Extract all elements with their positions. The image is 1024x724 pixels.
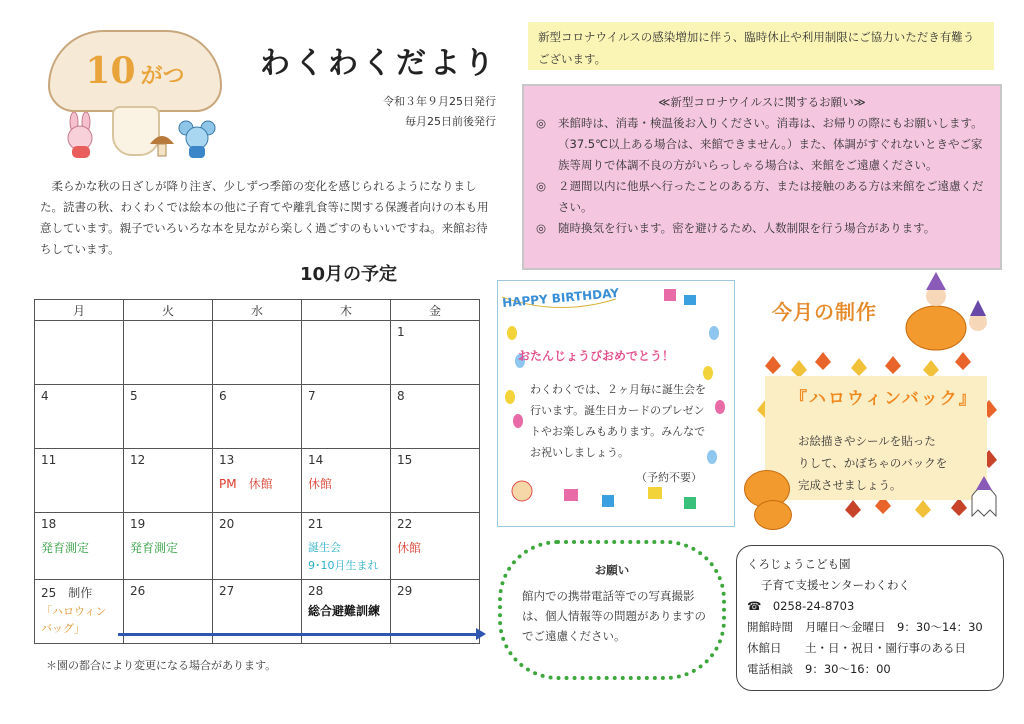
calendar-cell: [124, 449, 213, 513]
craft-text-line: りして、かぼちゃのバックを: [798, 456, 948, 470]
weekday-header: 水: [213, 300, 302, 321]
calendar-cell: [124, 513, 213, 580]
center-name: 子育て支援センターわくわく: [761, 578, 911, 592]
day-number: 19: [130, 517, 146, 531]
weekday-header: 木: [302, 300, 391, 321]
event-closed-pm: PM 休館: [219, 477, 273, 491]
day-number: 28: [308, 584, 324, 598]
weekday-header: 火: [124, 300, 213, 321]
event-craft-name-cont: バッグ」: [41, 622, 85, 635]
day-number: 20: [219, 517, 235, 531]
issue-info: [383, 92, 496, 132]
intro-paragraph: 柔らかな秋の日ざしが降り注ぎ、少しずつ季節の変化を感じられるようになりました。読書の秋、わくわくでは絵本の他に子育てや離乳食等に関する保護者向けの本も用意しています。親子でいろいろな本を見ながら楽しく過ごすのもいいですね。来館お待ちしています。: [40, 179, 489, 256]
craft-text-line: お絵描きやシールを貼った: [798, 434, 936, 448]
info-label: 開館時間: [747, 620, 793, 634]
small-mushroom-illustration: [148, 132, 176, 158]
info-value: 9：30～16：00: [805, 662, 891, 676]
covid-item-text: 来館時は、消毒・検温後お入りください。消毒は、お帰りの際にもお願いします。（37.5℃以上ある場合は、来館できません。）また、体調がすぐれないときやご家族等周りで体調不良の方がいらっしゃる場合は、来館をご遠慮ください。: [558, 116, 983, 172]
calendar-cell: [35, 513, 124, 580]
day-number: 29: [397, 584, 413, 598]
jack-o-lantern-illustration: [754, 500, 792, 530]
info-label: 電話相談: [747, 662, 793, 676]
calendar-cell: [302, 385, 391, 449]
covid-heading: ≪新型コロナウイルスに関するお願い≫: [658, 95, 866, 109]
month-logo: [48, 30, 222, 112]
contact-box: [736, 545, 1004, 691]
day-number: 5: [130, 389, 138, 403]
covid-item-text: ２週間以内に他県へ行ったことのある方、または接触のある方は来館をご遠慮ください。: [558, 179, 984, 214]
event-closed: 休館: [308, 477, 333, 491]
request-cloud: [498, 540, 726, 680]
day-number: 26: [130, 584, 146, 598]
phone-icon: ☎: [747, 599, 762, 613]
craft-period-arrow: [118, 633, 478, 636]
info-row: [747, 617, 993, 638]
calendar-cell: [213, 449, 302, 513]
witch-pumpkin-illustration: [900, 272, 1000, 352]
covid-item: [536, 176, 988, 218]
info-value: 土・日・祝日・園行事のある日: [805, 641, 966, 655]
calendar-cell: [213, 385, 302, 449]
day-number: 7: [308, 389, 316, 403]
birthday-heading: おたんじょうびおめでとう！: [518, 349, 675, 363]
calendar-cell: [213, 321, 302, 385]
day-number: 22: [397, 517, 413, 531]
craft-title: 今月の制作: [772, 300, 877, 324]
calendar-cell: [302, 449, 391, 513]
day-number: 11: [41, 453, 57, 467]
craft-name: 『ハロウィンバック』: [790, 389, 978, 409]
birthday-banner: HAPPY BIRTHDAY: [501, 285, 620, 311]
october-calendar: [34, 299, 480, 644]
calendar-cell: [302, 321, 391, 385]
event-growth-check: 発育測定: [130, 541, 179, 555]
info-label: 休館日: [747, 641, 782, 655]
day-number: 6: [219, 389, 227, 403]
calendar-cell: [35, 321, 124, 385]
request-heading: お願い: [594, 563, 630, 577]
day-number: 15: [397, 453, 413, 467]
day-number: 13: [219, 453, 235, 467]
request-text: 館内での携帯電話等での写真撮影は、個人情報等の問題がありますのでご遠慮ください。: [522, 589, 706, 643]
event-growth-check: 発育測定: [41, 541, 90, 555]
craft-text-line: 完成させましょう。: [798, 478, 902, 492]
day-number: [41, 584, 117, 601]
day-number: 18: [41, 517, 57, 531]
event-birthday-party: 誕生会: [308, 541, 341, 554]
issue-frequency: 毎月25日前後発行: [405, 115, 496, 128]
calendar-title: 10月の予定: [300, 264, 398, 285]
day-number: 1: [397, 325, 405, 339]
newsletter-title: わくわくだより: [260, 46, 498, 81]
thanks-notice: 新型コロナウイルスの感染増加に伴う、臨時休止や利用制限にご協力いただき有難うございます。: [528, 22, 994, 70]
birthday-text: わくわくでは、２ヶ月毎に誕生会を行います。誕生日カードのプレゼントやお楽しみもあります。みんなでお祝いしましょう。: [530, 383, 706, 459]
event-birthday-months: 9･10月生まれ: [308, 559, 379, 572]
calendar-cell: [35, 580, 124, 644]
event-craft-name: 「ハロウィン: [41, 605, 107, 618]
birthday-note: （予約不要）: [636, 471, 702, 484]
rabbit-illustration: [56, 112, 112, 160]
day-number: 14: [308, 453, 324, 467]
issue-date: 令和３年９月25日発行: [383, 95, 496, 108]
day-number: 21: [308, 517, 324, 531]
calendar-cell: [391, 513, 480, 580]
calendar-cell: [391, 385, 480, 449]
day-number-value: 25: [41, 586, 57, 600]
weekday-header: 金: [391, 300, 480, 321]
covid-notice: [522, 84, 1002, 270]
calendar-cell: [391, 321, 480, 385]
info-row: [747, 659, 993, 680]
day-number: 27: [219, 584, 235, 598]
bullet-mark: ◎: [536, 221, 547, 235]
month-suffix: がつ: [140, 64, 185, 89]
month-number: 10: [85, 50, 136, 92]
calendar-cell: [124, 321, 213, 385]
event-evacuation-drill: 総合避難訓練: [308, 604, 381, 618]
craft-text: [798, 430, 947, 496]
birthday-section: [497, 280, 735, 527]
calendar-cell: [35, 385, 124, 449]
covid-item: [536, 218, 988, 239]
bullet-mark: ◎: [536, 116, 547, 130]
info-value: 月曜日～金曜日 9：30～14：30: [805, 620, 983, 634]
bullet-mark: ◎: [536, 179, 547, 193]
day-number: 4: [41, 389, 49, 403]
calendar-cell: [213, 513, 302, 580]
calendar-note: ＊園の都合により変更になる場合があります。: [46, 659, 277, 672]
calendar-cell: [35, 449, 124, 513]
org-name: くろじょうこども園: [747, 557, 851, 571]
weekday-header: 月: [35, 300, 124, 321]
event-closed: 休館: [397, 541, 422, 555]
ghost-illustration: [966, 476, 1002, 518]
phone-number: 0258-24-8703: [772, 599, 855, 613]
calendar-cell: [124, 385, 213, 449]
phone-row: [747, 596, 993, 617]
day-number: 8: [397, 389, 405, 403]
calendar-cell: [302, 513, 391, 580]
covid-item-text: 随時換気を行います。密を避けるため、人数制限を行う場合があります。: [558, 221, 936, 235]
event-craft-heading: 制作: [68, 586, 93, 600]
calendar-cell: [391, 449, 480, 513]
info-row: [747, 638, 993, 659]
covid-item: [536, 113, 988, 176]
mouse-illustration: [176, 118, 220, 160]
day-number: 12: [130, 453, 146, 467]
